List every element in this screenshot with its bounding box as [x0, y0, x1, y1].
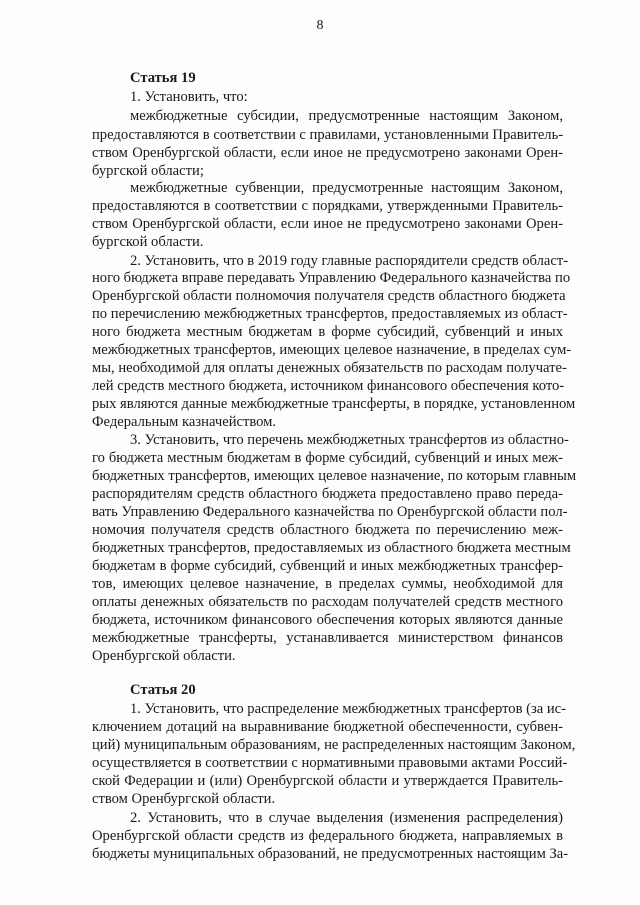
article-19-line: тов, имеющих целевое назначение, в пределах суммы, необходимой для — [92, 576, 563, 592]
article-19-line: 3. Установить, что перечень межбюджетных трансфертов из областно- — [130, 432, 569, 448]
article-19-line: бургской области; — [92, 163, 204, 179]
article-19-line: бюджетных трансфертов, предоставляемых из областного бюджета местным — [92, 540, 571, 556]
page-number: 8 — [316, 18, 324, 33]
article-20-line: 1. Установить, что распределение межбюджетных трансфертов (за ис- — [130, 701, 567, 717]
article-19-line: Федеральным казначейством. — [92, 414, 277, 430]
article-19-line: мы, необходимой для оплаты денежных обязательств по расходам получате- — [92, 360, 567, 376]
article-20-heading: Статья 20 — [130, 682, 196, 698]
article-19-line: рых являются данные межбюджетные трансферты, в порядке, установленном — [92, 396, 576, 412]
article-19-line: ством Оренбургской области, если иное не предусмотрено законами Орен- — [92, 145, 563, 161]
article-19-line: межбюджетные трансферты, устанавливается министерством финансов — [92, 630, 563, 646]
article-19-line: межбюджетные субвенции, предусмотренные настоящим Законом, — [130, 180, 563, 196]
article-19-line: ством Оренбургской области, если иное не предусмотрено законами Орен- — [92, 216, 563, 232]
article-19-line: бургской области. — [92, 234, 204, 250]
article-19-line: Оренбургской области. — [92, 648, 236, 664]
article-19-line: межбюджетные субсидии, предусмотренные настоящим Законом, — [130, 108, 563, 124]
article-19-line: Оренбургской области полномочия получателя средств областного бюджета — [92, 288, 566, 304]
article-19-line: 1. Установить, что: — [130, 89, 248, 105]
article-19-line: ного бюджета вправе передавать Управлению Федерального казначейства по — [92, 270, 571, 286]
article-19-line: предоставляются в соответствии с правилами, установленными Правитель- — [92, 127, 564, 143]
article-19-line: 2. Установить, что в 2019 году главные распорядители средств област- — [130, 253, 569, 269]
article-19-line: номочия получателя средств областного бюджета по перечислению меж- — [92, 522, 563, 538]
article-19-line: распорядителям средств областного бюджета предоставлено право переда- — [92, 486, 563, 502]
article-19-line: межбюджетных трансфертов, имеющих целевое назначение, в пределах сум- — [92, 342, 572, 358]
article-19-line: вать Управлению Федерального казначейства по Оренбургской области пол- — [92, 504, 568, 520]
article-19-line: бюджета, источником финансового обеспечения которых являются данные — [92, 612, 563, 628]
article-20-line: осуществляется в соответствии с нормативными правовыми актами Россий- — [92, 755, 568, 771]
article-19-heading: Статья 19 — [130, 70, 196, 86]
article-19-line: предоставляются в соответствии с порядками, утвержденными Правитель- — [92, 198, 563, 214]
article-20-line: Оренбургской области средств из федерального бюджета, направляемых в — [92, 828, 563, 844]
article-20-line: ций) муниципальным образованиям, не распределенных настоящим Законом, — [92, 737, 576, 753]
article-20-line: ством Оренбургской области. — [92, 791, 276, 807]
article-20-line: бюджеты муниципальных образований, не предусмотренных настоящим За- — [92, 846, 569, 862]
article-20-line: ской Федерации и (или) Оренбургской области и утверждается Правитель- — [92, 773, 563, 789]
article-19-line: го бюджета местным бюджетам в форме субсидий, субвенций и иных меж- — [92, 450, 563, 466]
article-20-line: ключением дотаций на выравнивание бюджетной обеспеченности, субвен- — [92, 719, 563, 735]
article-19-line: оплаты денежных обязательств по расходам получателей средств местного — [92, 594, 563, 610]
article-19-line: по перечислению межбюджетных трансфертов, предоставляемых из област- — [92, 306, 568, 322]
article-19-line: бюджетам в форме субсидий, субвенций и иных межбюджетных трансфер- — [92, 558, 563, 574]
article-19-line: лей средств местного бюджета, источником финансового обеспечения кото- — [92, 378, 565, 394]
article-20-line: 2. Установить, что в случае выделения (изменения распределения) — [130, 810, 563, 826]
article-19-line: бюджетных трансфертов, имеющих целевое назначение, по которым главным — [92, 468, 577, 484]
article-19-line: ного бюджета местным бюджетам в форме субсидий, субвенций и иных — [92, 324, 563, 340]
